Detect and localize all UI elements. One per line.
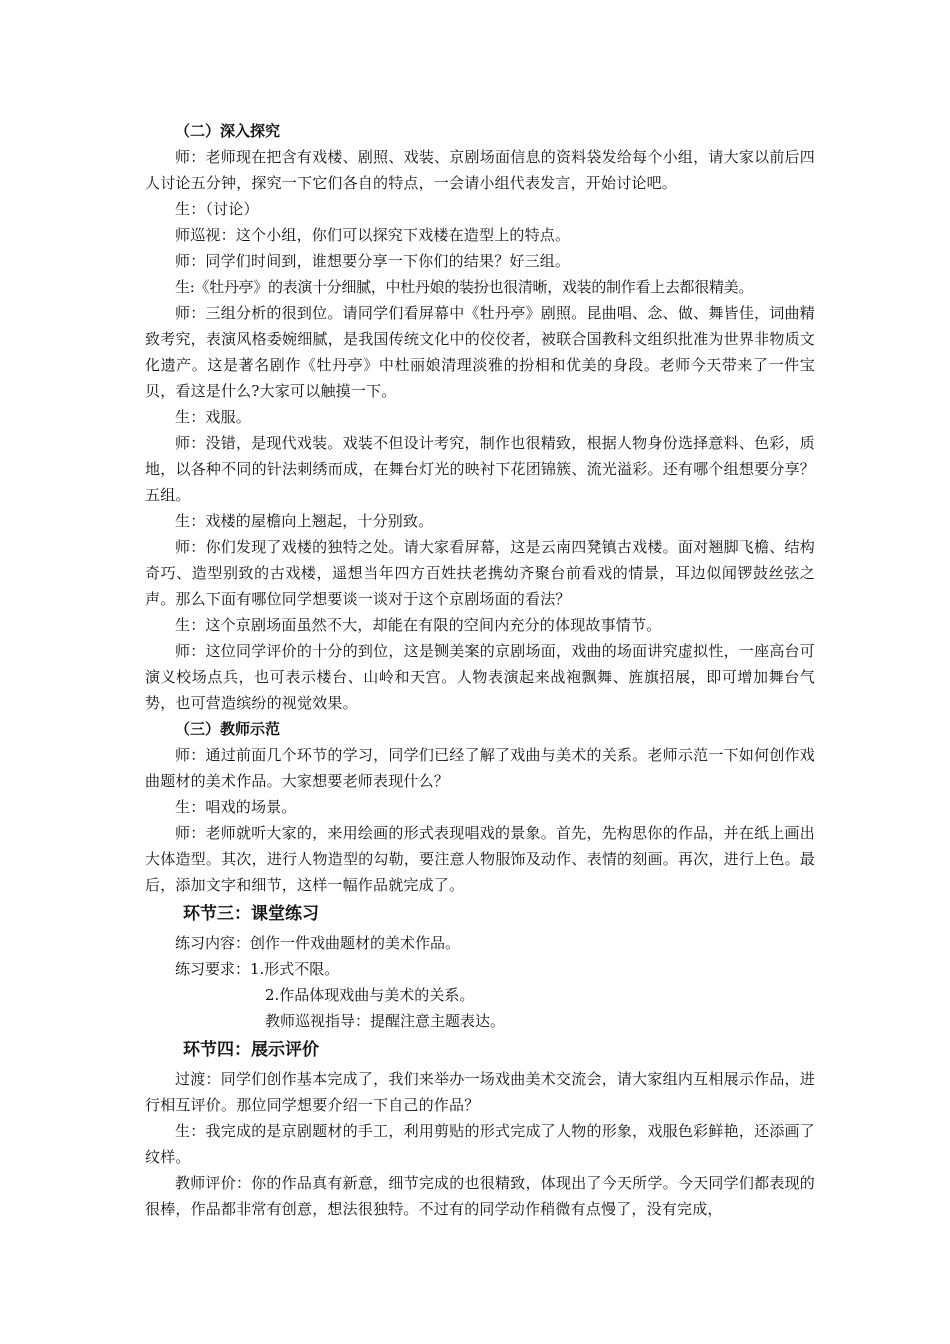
paragraph: 生：这个京剧场面虽然不大，却能在有限的空间内充分的体现故事情节。: [175, 616, 662, 634]
paragraph: 师：这位同学评价的十分的到位，这是铡美案的京剧场面，戏曲的场面讲究虚拟性，一座高台可演义校场点兵，也可表示楼台、山岭和天宫。人物表演起来战袍飘舞、旌旗招展，即可增加舞台气势，也可营造缤纷的视觉效果。: [145, 642, 815, 712]
paragraph: 过渡：同学们创作基本完成了，我们来举办一场戏曲美术交流会，请大家组内互相展示作品，进行相互评价。那位同学想要介绍一下自己的作品？: [145, 1070, 815, 1114]
paragraph: 师巡视：这个小组，你们可以探究下戏楼在造型上的特点。: [175, 226, 571, 244]
paragraph: 师：老师就听大家的，来用绘画的形式表现唱戏的景象。首先，先构思你的作品，并在纸上画出大体造型。其次，进行人物造型的勾勒，要注意人物服饰及动作、表情的刻画。再次，进行上色。最后，添加文字和细节，这样一幅作品就完成了。: [145, 824, 815, 894]
paragraph: 生：唱戏的场景。: [175, 798, 297, 816]
paragraph: 师：老师现在把含有戏楼、剧照、戏装、京剧场面信息的资料袋发给每个小组，请大家以前后四人讨论五分钟，探究一下它们各自的特点，一会请小组代表发言，开始讨论吧。: [145, 148, 815, 192]
step-heading-practice: 环节三：课堂练习: [183, 904, 319, 924]
paragraph: 师：同学们时间到，谁想要分享一下你们的结果？好三组。: [175, 252, 571, 270]
practice-requirement-item: 2.作品体现戏曲与美术的关系。: [265, 986, 475, 1004]
section-heading-explore: （二）深入探究: [175, 122, 281, 140]
document-body: [145, 118, 815, 1222]
paragraph: 生：戏楼的屋檐向上翘起，十分别致。: [175, 512, 434, 530]
paragraph: 师：三组分析的很到位。请同学们看屏幕中《牡丹亭》剧照。昆曲唱、念、做、舞皆佳，词曲精致考究，表演风格委婉细腻，是我国传统文化中的佼佼者，被联合国教科文组织批准为世界非物质文化遗产。这是著名剧作《牡丹亭》中杜丽娘清理淡雅的扮相和优美的身段。老师今天带来了一件宝贝，看这是什么?大家可以触摸一下。: [145, 304, 815, 400]
practice-requirement: 练习要求：1.形式不限。: [175, 960, 340, 978]
paragraph: 师：通过前面几个环节的学习，同学们已经了解了戏曲与美术的关系。老师示范一下如何创作戏曲题材的美术作品。大家想要老师表现什么？: [145, 746, 815, 790]
paragraph: 师：没错，是现代戏装。戏装不但设计考究，制作也很精致，根据人物身份选择意料、色彩，质地，以各种不同的针法刺绣而成，在舞台灯光的映衬下花团锦簇、流光溢彩。还有哪个组想要分享？五组。: [145, 434, 815, 504]
teacher-guidance: 教师巡视指导：提醒注意主题表达。: [265, 1012, 506, 1030]
step-heading-evaluation: 环节四：展示评价: [183, 1040, 319, 1060]
paragraph: 教师评价：你的作品真有新意，细节完成的也很精致，体现出了今天所学。今天同学们都表现的很棒，作品都非常有创意，想法很独特。不过有的同学动作稍微有点慢了，没有完成，: [145, 1174, 815, 1218]
paragraph: 师：你们发现了戏楼的独特之处。请大家看屏幕，这是云南四凳镇古戏楼。面对翘脚飞檐、结构奇巧、造型别致的古戏楼，遥想当年四方百姓扶老携幼齐聚台前看戏的情景，耳边似闻锣鼓丝弦之声。那么下面有哪位同学想要谈一谈对于这个京剧场面的看法？: [145, 538, 815, 608]
paragraph: 生：（讨论）: [175, 200, 259, 218]
paragraph: 生：我完成的是京剧题材的手工，利用剪贴的形式完成了人物的形象，戏服色彩鲜艳，还添画了纹样。: [145, 1122, 815, 1166]
practice-content: 练习内容：创作一件戏曲题材的美术作品。: [175, 934, 461, 952]
section-heading-demo: （三）教师示范: [175, 720, 281, 738]
paragraph: 生：戏服。: [175, 408, 252, 426]
paragraph: 生:《牡丹亭》的表演十分细腻，中杜丹娘的装扮也很清晰，戏装的制作看上去都很精美。: [175, 278, 754, 296]
